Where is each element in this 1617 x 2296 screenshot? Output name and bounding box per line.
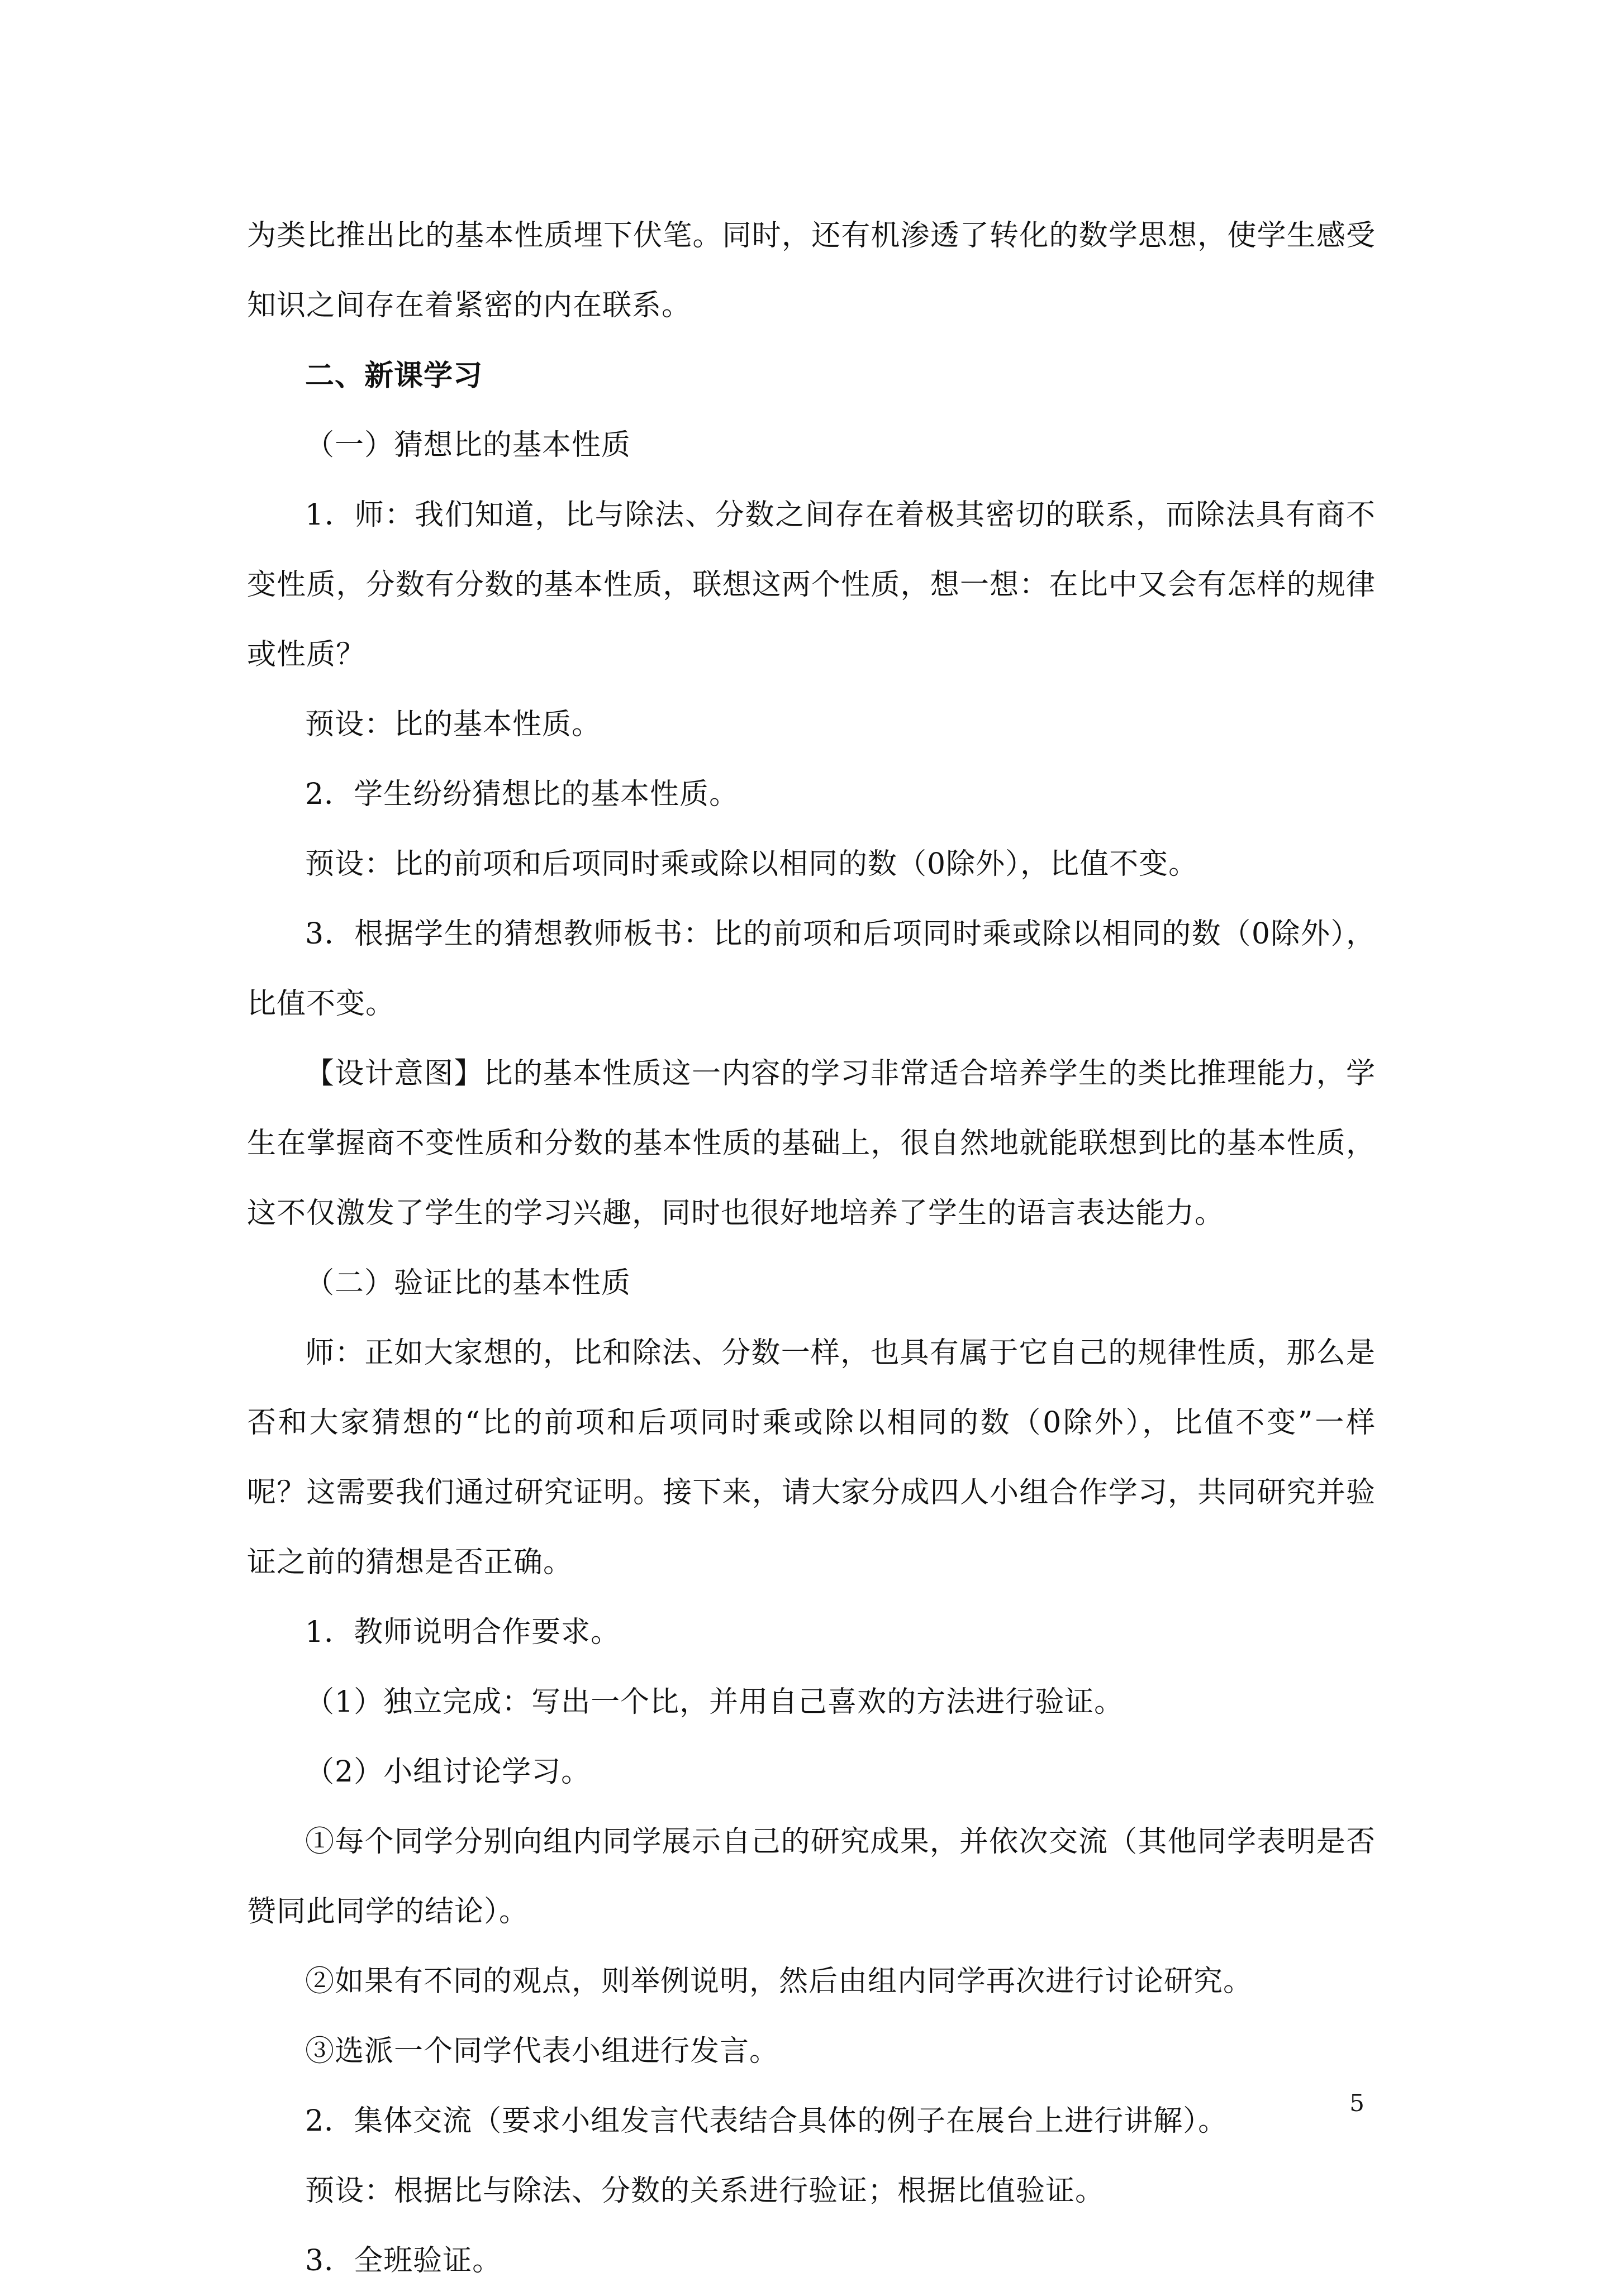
paragraph: 3．全班验证。 <box>305 2244 502 2278</box>
paragraph-continuation: 为类比推出比的基本性质埋下伏笔。同时，还有机渗透了转化的数学思想，使学生感受知识之间存在着紧密的内在联系。 <box>247 219 1376 322</box>
list-item: （2）小组讨论学习。 <box>305 1755 591 1789</box>
paragraph: 预设：比的前项和后项同时乘或除以相同的数（0除外），比值不变。 <box>305 847 1199 881</box>
subsection-heading: （一）猜想比的基本性质 <box>305 428 631 462</box>
design-intent-paragraph: 【设计意图】比的基本性质这一内容的学习非常适合培养学生的类比推理能力，学生在掌握商不变性质和分数的基本性质的基础上，很自然地就能联想到比的基本性质，这不仅激发了学生的学习兴趣，同时也很好地培养了学生的语言表达能力。 <box>247 1057 1376 1230</box>
list-item: ②如果有不同的观点，则举例说明，然后由组内同学再次进行讨论研究。 <box>305 1965 1253 1998</box>
paragraph: 预设：根据比与除法、分数的关系进行验证；根据比值验证。 <box>305 2174 1105 2208</box>
paragraph: 1．教师说明合作要求。 <box>305 1616 621 1649</box>
page-number: 5 <box>1349 2089 1364 2117</box>
page-body <box>247 201 1376 2296</box>
paragraph: 2．学生纷纷猜想比的基本性质。 <box>305 778 739 811</box>
subsection-heading: （二）验证比的基本性质 <box>305 1266 631 1300</box>
list-item: ①每个同学分别向组内同学展示自己的研究成果，并依次交流（其他同学表明是否赞同此同学的结论）。 <box>247 1825 1376 1928</box>
paragraph: 2．集体交流（要求小组发言代表结合具体的例子在展台上进行讲解）。 <box>305 2104 1228 2138</box>
paragraph: 3．根据学生的猜想教师板书：比的前项和后项同时乘或除以相同的数（0除外），比值不变。 <box>247 917 1376 1021</box>
paragraph: 师：正如大家想的，比和除法、分数一样，也具有属于它自己的规律性质，那么是否和大家猜想的“比的前项和后项同时乘或除以相同的数（0除外），比值不变”一样呢？这需要我们通过研究证明。接下来，请大家分成四人小组合作学习，共同研究并验证之前的猜想是否正确。 <box>247 1336 1376 1579</box>
paragraph: 预设：比的基本性质。 <box>305 708 602 741</box>
section-heading: 二、新课学习 <box>305 359 483 393</box>
list-item: ③选派一个同学代表小组进行发言。 <box>305 2035 779 2068</box>
paragraph: 1．师：我们知道，比与除法、分数之间存在着极其密切的联系，而除法具有商不变性质，分数有分数的基本性质，联想这两个性质，想一想：在比中又会有怎样的规律或性质？ <box>247 498 1376 671</box>
list-item: （1）独立完成：写出一个比，并用自己喜欢的方法进行验证。 <box>305 1685 1124 1719</box>
